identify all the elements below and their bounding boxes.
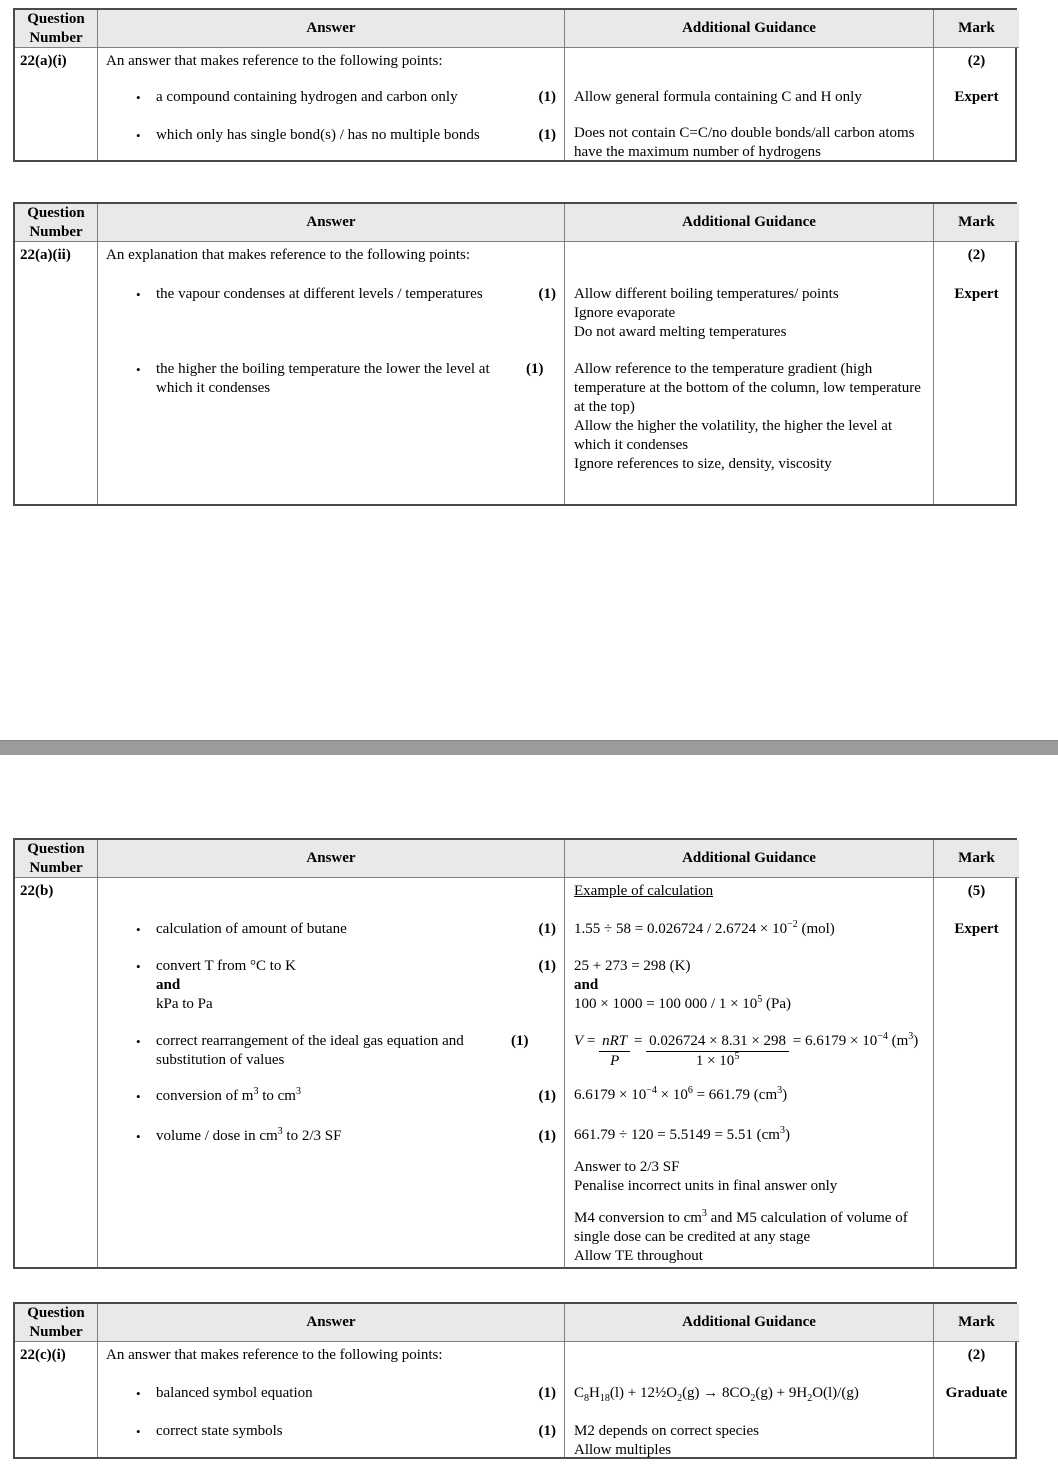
guidance-text: Allow reference to the temperature gradient (high temperature at the bottom of the column, low temperature at the top) bbox=[574, 361, 921, 415]
column-header-mark: Mark bbox=[933, 840, 1019, 878]
column-header-mark: Mark bbox=[933, 10, 1019, 48]
equation-fraction bbox=[599, 1032, 630, 1071]
guidance-text: 25 + 273 = 298 (K) bbox=[574, 958, 691, 974]
guidance-text: M2 depends on correct species bbox=[574, 1423, 759, 1439]
column-header-additional-guidance: Additional Guidance bbox=[564, 204, 933, 242]
guidance-text: Do not award melting temperatures bbox=[574, 324, 787, 340]
guidance-cell bbox=[564, 1342, 933, 1457]
bullet-mark: (1) bbox=[511, 1033, 529, 1049]
column-header-answer: Answer bbox=[97, 1304, 564, 1342]
answer-bullet bbox=[98, 88, 564, 107]
mark-scheme-table-22ai bbox=[13, 8, 1017, 162]
bullet-text-line: convert T from °C to K bbox=[156, 958, 297, 974]
equation-text: = $6.6179 \times 10^{-4}$ $(m^3)$ bbox=[789, 1031, 919, 1049]
mark-level: Graduate bbox=[945, 1385, 1008, 1401]
fraction-denominator: P bbox=[610, 1053, 620, 1069]
mark-level: Expert bbox=[954, 89, 999, 105]
fraction-denominator: $1 \times 10^5$ bbox=[695, 1051, 740, 1069]
bullet-icon: • bbox=[136, 1129, 141, 1144]
column-header-mark: Mark bbox=[933, 1304, 1019, 1342]
bullet-icon: • bbox=[136, 1424, 141, 1439]
mark-scheme-table-22aii bbox=[13, 202, 1017, 506]
column-header-answer: Answer bbox=[97, 840, 564, 878]
guidance-text: Allow general formula containing C and H only bbox=[574, 89, 862, 105]
guidance-text: Allow multiples bbox=[574, 1442, 672, 1457]
column-header-additional-guidance: Additional Guidance bbox=[564, 10, 933, 48]
mark-points: (2) bbox=[967, 247, 986, 263]
column-header-additional-guidance: Additional Guidance bbox=[564, 840, 933, 878]
answer-bullet bbox=[98, 957, 564, 1014]
bullet-text: correct rearrangement of the ideal gas equation and substitution of values bbox=[156, 1033, 464, 1068]
answer-bullet bbox=[98, 126, 564, 145]
guidance-text: Allow different boiling temperatures/ points bbox=[574, 286, 839, 302]
mark-points: (2) bbox=[967, 1347, 986, 1363]
answer-bullet bbox=[98, 360, 564, 398]
column-header-answer: Answer bbox=[97, 204, 564, 242]
column-header-question-number: Question Number bbox=[15, 204, 97, 242]
bullet-icon: • bbox=[136, 128, 141, 143]
guidance-text: Penalise incorrect units in final answer only bbox=[574, 1178, 838, 1194]
bullet-text: balanced symbol equation bbox=[156, 1385, 313, 1401]
bullet-icon: • bbox=[136, 1034, 141, 1049]
equation-text: = bbox=[630, 1033, 647, 1049]
answer-bullet bbox=[98, 1422, 564, 1441]
fraction-numerator: nRT bbox=[599, 1032, 630, 1052]
guidance-heading: Example of calculation bbox=[574, 883, 714, 899]
bullet-mark: (1) bbox=[538, 1128, 556, 1144]
bullet-text: conversion of $m^3$ to $cm^3$ bbox=[156, 1086, 301, 1104]
bullet-icon: • bbox=[136, 362, 141, 377]
answer-cell bbox=[97, 1342, 564, 1457]
guidance-text: and bbox=[574, 977, 599, 993]
mark-cell bbox=[933, 878, 1019, 1267]
page-break-divider bbox=[0, 740, 1058, 755]
guidance-text: Answer to 2/3 SF bbox=[574, 1159, 680, 1175]
column-header-question-number: Question Number bbox=[15, 10, 97, 48]
bullet-icon: • bbox=[136, 1386, 141, 1401]
guidance-text: Does not contain C=C/no double bonds/all carbon atoms have the maximum number of hydrogens bbox=[574, 125, 915, 160]
mark-scheme-table-22ci bbox=[13, 1302, 1017, 1459]
mark-cell bbox=[933, 1342, 1019, 1457]
mark-level: Expert bbox=[954, 921, 999, 937]
column-header-question-number: Question Number bbox=[15, 840, 97, 878]
guidance-text: 661.79 ÷ 120 = 5.5149 = 5.51 $(cm^3)$ bbox=[574, 1125, 790, 1143]
column-header-answer: Answer bbox=[97, 10, 564, 48]
bullet-mark: (1) bbox=[526, 361, 544, 377]
column-header-question-number: Question Number bbox=[15, 1304, 97, 1342]
column-header-mark: Mark bbox=[933, 204, 1019, 242]
mark-points: (2) bbox=[967, 53, 986, 69]
question-number-cell: 22(a)(ii) bbox=[20, 247, 71, 263]
bullet-text: the vapour condenses at different levels / temperatures bbox=[156, 286, 483, 302]
question-number-cell: 22(b) bbox=[20, 883, 54, 899]
bullet-mark: (1) bbox=[538, 1385, 556, 1401]
bullet-text: a compound containing hydrogen and carbon only bbox=[156, 89, 458, 105]
equation-fraction bbox=[646, 1032, 789, 1071]
bullet-text: the higher the boiling temperature the lower the level at which it condenses bbox=[156, 361, 490, 396]
guidance-text: $1.55 \div 58 = 0.026724 / 2.6724 \times 10^{-2}$ (mol) bbox=[574, 919, 835, 937]
bullet-mark: (1) bbox=[538, 127, 556, 143]
mark-level: Expert bbox=[954, 286, 999, 302]
guidance-cell bbox=[564, 242, 933, 504]
mark-points: (5) bbox=[967, 883, 986, 899]
guidance-text: 100 × 1000 = 100 $000 / 1 \times 10^5$ (Pa) bbox=[574, 994, 792, 1012]
bullet-text-line: kPa to Pa bbox=[156, 996, 213, 1012]
bullet-text-line: and bbox=[156, 977, 181, 993]
bullet-text: correct state symbols bbox=[156, 1423, 283, 1439]
fraction-numerator: 0.026724 × 8.31 × 298 bbox=[646, 1032, 789, 1052]
bullet-mark: (1) bbox=[538, 286, 556, 302]
bullet-mark: (1) bbox=[538, 1088, 556, 1104]
guidance-text: $6.6179 \times 10^{-4} \times 10^6 = 661.79$ $(cm^3)$ bbox=[574, 1085, 788, 1103]
answer-bullet bbox=[98, 920, 564, 939]
bullet-text: volume / dose in $cm^3$ to 2/3 SF bbox=[156, 1126, 342, 1144]
question-number-cell: 22(c)(i) bbox=[20, 1347, 66, 1363]
question-number-cell: 22(a)(i) bbox=[20, 53, 67, 69]
answer-bullet bbox=[98, 1032, 564, 1070]
bullet-text: which only has single bond(s) / has no multiple bonds bbox=[156, 127, 480, 143]
mark-scheme-table-22b bbox=[13, 838, 1017, 1269]
answer-bullet bbox=[98, 285, 564, 304]
guidance-cell bbox=[564, 48, 933, 160]
answer-intro: An answer that makes reference to the following points: bbox=[106, 1347, 443, 1363]
bullet-icon: • bbox=[136, 922, 141, 937]
bullet-icon: • bbox=[136, 287, 141, 302]
answer-intro: An answer that makes reference to the following points: bbox=[106, 53, 443, 69]
bullet-text: calculation of amount of butane bbox=[156, 921, 347, 937]
answer-cell bbox=[97, 48, 564, 160]
combustion-equation: $C_8H_{18}(l)$ + $12\frac{1}{2}O_2(g) \to 8CO_2(g) + 9H_2O(l)/(g)$ bbox=[574, 1385, 859, 1404]
mark-cell bbox=[933, 48, 1019, 160]
answer-bullet bbox=[98, 1127, 564, 1146]
bullet-mark: (1) bbox=[538, 921, 556, 937]
guidance-text: Allow TE throughout bbox=[574, 1248, 703, 1264]
bullet-mark: (1) bbox=[538, 89, 556, 105]
guidance-text: Ignore references to size, density, viscosity bbox=[574, 456, 832, 472]
ideal-gas-equation bbox=[565, 1032, 933, 1071]
guidance-text: Ignore evaporate bbox=[574, 305, 676, 321]
equation-text: V = bbox=[574, 1033, 600, 1049]
answer-bullet bbox=[98, 1087, 564, 1106]
answer-bullet bbox=[98, 1384, 564, 1403]
bullet-icon: • bbox=[136, 90, 141, 105]
bullet-text bbox=[156, 957, 539, 1014]
answer-cell bbox=[97, 242, 564, 504]
column-header-additional-guidance: Additional Guidance bbox=[564, 1304, 933, 1342]
mark-cell bbox=[933, 242, 1019, 504]
answer-intro: An explanation that makes reference to the following points: bbox=[106, 247, 471, 263]
answer-cell bbox=[97, 878, 564, 1267]
bullet-mark: (1) bbox=[538, 1423, 556, 1439]
guidance-text: Allow the higher the volatility, the higher the level at which it condenses bbox=[574, 418, 893, 453]
guidance-cell bbox=[564, 878, 933, 1267]
bullet-icon: • bbox=[136, 959, 141, 974]
bullet-icon: • bbox=[136, 1089, 141, 1104]
bullet-mark: (1) bbox=[538, 958, 556, 974]
guidance-text: M4 conversion to $cm^3$ and M5 calculation of volume of single dose can be credited at any stage bbox=[574, 1208, 908, 1245]
